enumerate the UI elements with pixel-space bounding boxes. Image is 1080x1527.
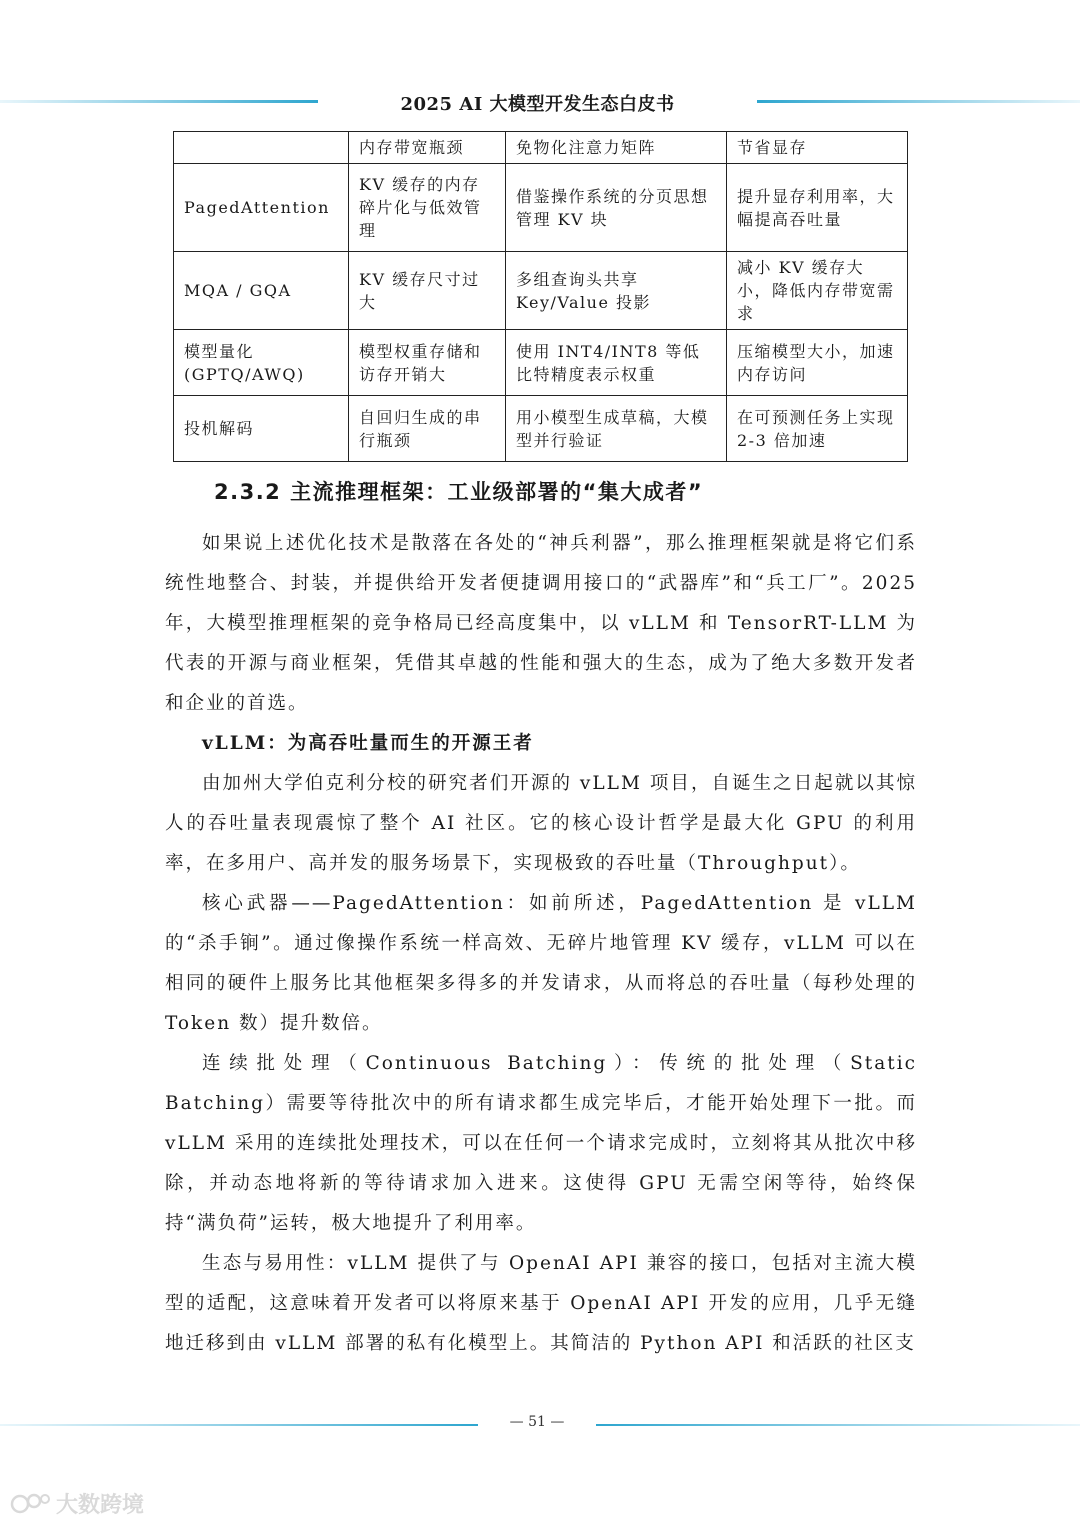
header-rule-right [757, 100, 1080, 103]
table-header-cell [174, 132, 349, 164]
table-cell: 模型量化 (GPTQ/AWQ) [174, 330, 349, 396]
table-header-cell: 免物化注意力矩阵 [506, 132, 727, 164]
table-cell: MQA / GQA [174, 252, 349, 330]
table-cell: 在可预测任务上实现 2-3 倍加速 [727, 396, 908, 462]
table-header-cell: 内存带宽瓶颈 [349, 132, 506, 164]
watermark-logo-icon [10, 1491, 50, 1517]
page-number: — 51 — [509, 1414, 565, 1430]
paragraph: 生态与易用性：vLLM 提供了与 OpenAI API 兼容的接口，包括对主流大模型的适配，这意味着开发者可以将原来基于 OpenAI API 开发的应用，几乎无缝地迁移到由 vLLM 部署的私有化模型上。其简洁的 Python API 和活跃的社区支 [165, 1253, 917, 1354]
optimization-table [173, 131, 908, 462]
table-header-row [174, 132, 908, 164]
table-cell: 用小模型生成草稿，大模型并行验证 [506, 396, 727, 462]
table-cell: 借鉴操作系统的分页思想管理 KV 块 [506, 164, 727, 252]
table-cell: 自回归生成的串行瓶颈 [349, 396, 506, 462]
header-rule-left [0, 100, 318, 103]
paragraph: 连续批处理（Continuous Batching）：传统的批处理（Static Batching）需要等待批次中的所有请求都生成完毕后，才能开始处理下一批。而 vLLM 采用的连续批处理技术，可以在任何一个请求完成时，立刻将其从批次中移除，并动态地将新的等待请求加入进来。这使得 GPU 无需空闲等待，始终保持“满负荷”运转，极大地提升了利用率。 [165, 1053, 917, 1234]
table-cell: KV 缓存的内存碎片化与低效管理 [349, 164, 506, 252]
footer-rule-right [596, 1424, 1080, 1426]
table-cell: PagedAttention [174, 164, 349, 252]
watermark-text: 大数跨境 [56, 1493, 145, 1518]
paragraph: 核心武器——PagedAttention：如前所述，PagedAttention 是 vLLM 的“杀手锏”。通过像操作系统一样高效、无碎片地管理 KV 缓存，vLLM 可以在相同的硬件上服务比其他框架多得多的并发请求，从而将总的吞吐量（每秒处理的 Token 数）提升数倍。 [165, 893, 917, 1034]
body-text [165, 524, 917, 1364]
table-cell: KV 缓存尺寸过大 [349, 252, 506, 330]
paragraph: 由加州大学伯克利分校的研究者们开源的 vLLM 项目，自诞生之日起就以其惊人的吞吐量表现震惊了整个 AI 社区。它的核心设计哲学是最大化 GPU 的利用率，在多用户、高并发的服务场景下，实现极致的吞吐量（Throughput）。 [165, 773, 917, 874]
table-cell: 投机解码 [174, 396, 349, 462]
table-cell: 减小 KV 缓存大小，降低内存带宽需求 [727, 252, 908, 330]
footer-rule-left [0, 1424, 478, 1426]
table-cell: 使用 INT4/INT8 等低比特精度表示权重 [506, 330, 727, 396]
table-cell: 提升显存利用率，大幅提高吞吐量 [727, 164, 908, 252]
watermark [10, 1488, 144, 1519]
section-heading: 2.3.2 主流推理框架：工业级部署的“集大成者” [214, 480, 704, 504]
table-cell: 压缩模型大小，加速内存访问 [727, 330, 908, 396]
table-header-cell: 节省显存 [727, 132, 908, 164]
table-cell: 多组查询头共享 Key/Value 投影 [506, 252, 727, 330]
table-row [174, 252, 908, 330]
table-row [174, 164, 908, 252]
subheading-vllm: vLLM：为高吞吐量而生的开源王者 [202, 733, 534, 754]
table-row [174, 396, 908, 462]
table-row [174, 330, 908, 396]
page-header-title: 2025 AI 大模型开发生态白皮书 [400, 94, 675, 115]
table-cell: 模型权重存储和访存开销大 [349, 330, 506, 396]
paragraph: 如果说上述优化技术是散落在各处的“神兵利器”，那么推理框架就是将它们系统性地整合、封装，并提供给开发者便捷调用接口的“武器库”和“兵工厂”。2025 年，大模型推理框架的竞争格局已经高度集中，以 vLLM 和 TensorRT-LLM 为代表的开源与商业框架，凭借其卓越的性能和强大的生态，成为了绝大多数开发者和企业的首选。 [165, 533, 917, 714]
